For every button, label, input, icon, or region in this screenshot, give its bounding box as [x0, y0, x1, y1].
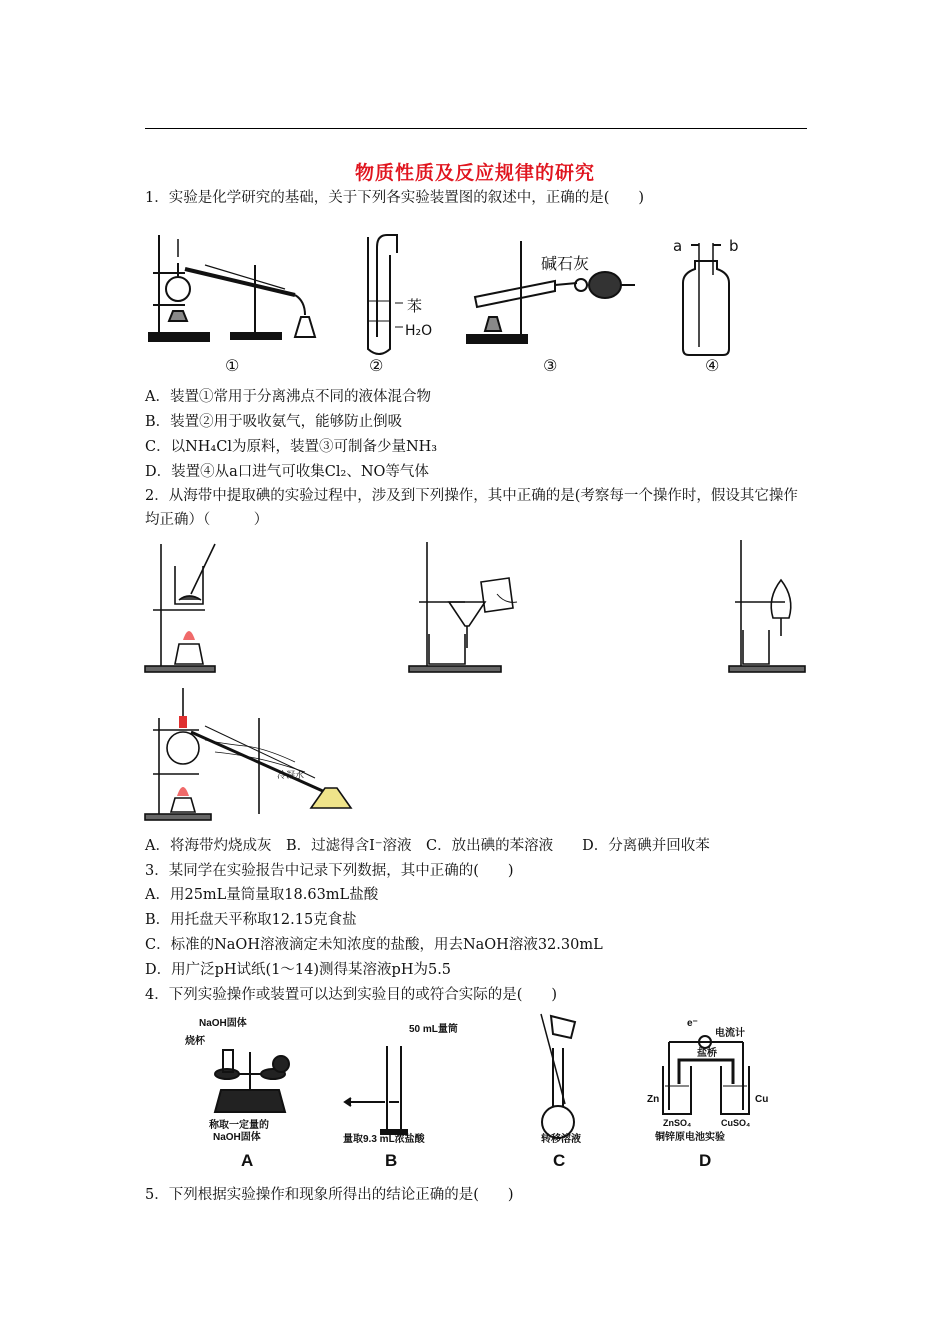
q4-fig-d-cell — [647, 1018, 768, 1170]
q1-fig2-benzene-label: 苯 — [407, 297, 423, 315]
q1-fig3-ammonia-prep — [467, 241, 635, 343]
q4-d-cuso4-label: CuSO₄ — [721, 1118, 751, 1128]
q4-d-electron-label: e⁻ — [687, 1018, 698, 1029]
q2-fig-filtration — [409, 542, 517, 672]
q2-fig-burning — [145, 544, 215, 672]
q4-d-letter: D — [699, 1151, 712, 1170]
q4-d-zn-label: Zn — [647, 1094, 660, 1105]
q4-d-znso4-label: ZnSO₄ — [663, 1118, 692, 1128]
q4-stem: 4．下列实验操作或装置可以达到实验目的或符合实际的是( ) — [145, 987, 558, 1003]
q4-d-caption: 铜锌原电池实验 — [655, 1132, 725, 1143]
q1-option-c: C．以NH₄Cl为原料，装置③可制备少量NH₃ — [145, 439, 438, 455]
q2-options: A．将海带灼烧成灰 B．过滤得含I⁻溶液 C．放出碘的苯溶液 D．分离碘并回收苯 — [145, 838, 710, 854]
q4-fig-a-balance — [185, 1016, 289, 1170]
q4-c-caption: 转移溶液 — [541, 1134, 581, 1145]
page-title: 物质性质及反应规律的研究 — [354, 162, 595, 184]
q4-fig-b-cylinder — [343, 1022, 458, 1170]
q4-a-naoh-label: NaOH固体 — [199, 1018, 247, 1029]
q4-a-caption-2: NaOH固体 — [213, 1132, 261, 1143]
q1-option-a: A．装置①常用于分离沸点不同的液体混合物 — [145, 389, 431, 405]
q4-d-meter-label: 电流计 — [715, 1028, 745, 1039]
q1-option-d: D．装置④从a口进气可收集Cl₂、NO等气体 — [145, 464, 429, 480]
q1-fig3-number: ③ — [543, 356, 558, 375]
q4-b-cylinder-label: 50 mL量筒 — [409, 1024, 458, 1035]
q1-fig1-number: ① — [225, 356, 240, 375]
q1-fig2-water-label: H₂O — [405, 323, 433, 339]
q1-fig4-b-label: b — [729, 237, 739, 255]
q4-d-cu-label: Cu — [755, 1094, 769, 1105]
q1-fig3-sodalime-label: 碱石灰 — [541, 254, 590, 273]
q1-fig4-gas-bottle — [673, 237, 739, 355]
q3-stem: 3．某同学在实验报告中记录下列数据，其中正确的( ) — [145, 863, 514, 879]
q1-fig4-a-label: a — [673, 237, 683, 255]
q4-a-beaker-label: 烧杯 — [185, 1036, 205, 1047]
q2-stem: 2．从海带中提取碘的实验过程中，涉及到下列操作，其中正确的是(考察每一个操作时，假设其它操作均正确）（ ） — [145, 488, 798, 528]
q3-option-d: D．用广泛pH试纸(1～14)测得某溶液pH为5.5 — [145, 962, 452, 978]
q4-a-caption-1: 称取一定量的 — [209, 1120, 269, 1131]
q4-c-letter: C — [553, 1151, 566, 1170]
q3-option-b: B．用托盘天平称取12.15克食盐 — [145, 912, 357, 928]
q4-d-bridge-label: 盐桥 — [697, 1048, 717, 1059]
q1-fig4-number: ④ — [705, 356, 720, 375]
q2-figure-distillation — [145, 688, 365, 830]
q3-option-c: C．标准的NaOH溶液滴定未知浓度的盐酸，用去NaOH溶液32.30mL — [145, 937, 603, 953]
q1-fig2-test-tube — [368, 235, 432, 354]
q2-figures-row1 — [145, 538, 810, 683]
q1-stem: 1．实验是化学研究的基础，关于下列各实验装置图的叙述中，正确的是( ) — [145, 190, 645, 206]
q2-fig-separatory-funnel — [729, 540, 805, 672]
q4-b-letter: B — [385, 1151, 398, 1170]
q2-cold-water-label: 冷凝水 — [277, 771, 305, 781]
q1-option-b: B．装置②用于吸收氨气，能够防止倒吸 — [145, 414, 403, 430]
q4-b-caption: 量取9.3 mL浓盐酸 — [343, 1134, 425, 1145]
q1-figures — [145, 225, 739, 375]
header-rule — [145, 128, 807, 129]
q4-figures — [175, 1012, 775, 1172]
q1-fig2-number: ② — [369, 356, 384, 375]
q4-a-letter: A — [241, 1151, 254, 1170]
q5-stem: 5．下列根据实验操作和现象所得出的结论正确的是( ) — [145, 1187, 514, 1203]
q1-fig1-distillation — [149, 235, 315, 341]
q4-fig-c-flask — [541, 1014, 581, 1170]
q3-option-a: A．用25mL量筒量取18.63mL盐酸 — [145, 887, 379, 903]
